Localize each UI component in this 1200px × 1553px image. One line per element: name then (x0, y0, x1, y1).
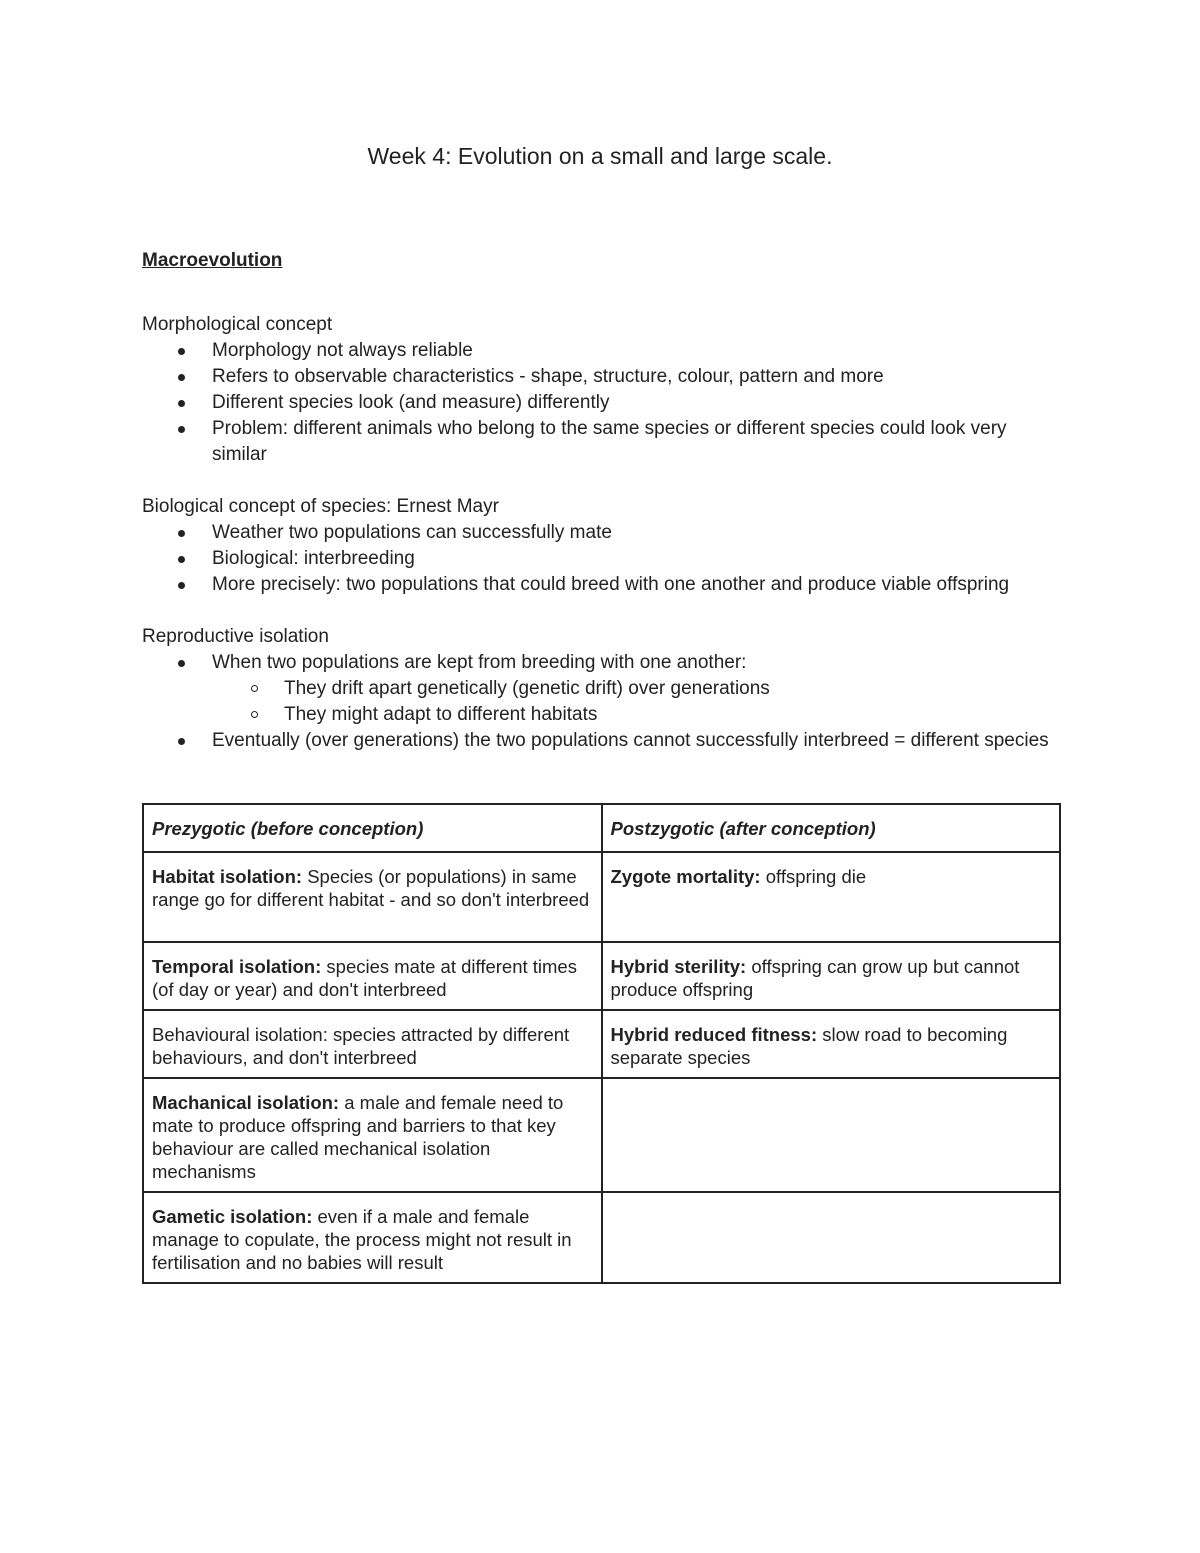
list-item: Morphology not always reliable (212, 338, 1062, 364)
cell-term: Hybrid sterility: (610, 956, 747, 977)
list-item: More precisely: two populations that could breed with one another and produce viable offspring (212, 572, 1062, 598)
section-title: Biological concept of species: Ernest Mayr (142, 496, 499, 517)
biological-section (142, 494, 1062, 598)
morphological-section (142, 312, 1062, 468)
bullet-list (142, 520, 1062, 598)
header-postzygotic: Postzygotic (after conception) (602, 804, 1061, 852)
table-row (143, 1192, 1060, 1283)
cell-text: even if a male and female manage to copulate, the process might not result in fertilisation and no babies will result (152, 1206, 572, 1273)
cell-text: a male and female need to mate to produce offspring and barriers to that key behaviour are called mechanical isolation mechanisms (152, 1092, 564, 1182)
header-prezygotic: Prezygotic (before conception) (143, 804, 602, 852)
table-cell (602, 1010, 1061, 1078)
table-cell (602, 852, 1061, 942)
list-item: Biological: interbreeding (212, 546, 1062, 572)
cell-text: Species (or populations) in same range go for different habitat - and so don't interbreed (152, 866, 590, 910)
section-title: Reproductive isolation (142, 626, 329, 647)
table-cell (143, 1192, 602, 1283)
list-item: Weather two populations can successfully mate (212, 520, 1062, 546)
bullet-list (142, 338, 1062, 468)
cell-term: Temporal isolation: (152, 956, 322, 977)
table-cell (143, 942, 602, 1010)
list-item: Refers to observable characteristics - shape, structure, colour, pattern and more (212, 364, 1062, 390)
cell-term: Habitat isolation: (152, 866, 303, 887)
cell-text: offspring die (760, 866, 867, 887)
section-title: Morphological concept (142, 314, 333, 335)
cell-term: Hybrid reduced fitness: (610, 1024, 818, 1045)
cell-text: offspring can grow up but cannot produce offspring (610, 956, 1020, 1000)
list-item: Different species look (and measure) differently (212, 390, 1062, 416)
cell-text: species mate at different times (of day or year) and don't interbreed (152, 956, 577, 1000)
cell-term: Gametic isolation: (152, 1206, 313, 1227)
isolation-table (142, 803, 1061, 1284)
table-cell (143, 1010, 602, 1078)
list-item-text: When two populations are kept from breeding with one another: (212, 652, 747, 673)
table-header-row (143, 804, 1060, 852)
bullet-list (142, 650, 1062, 754)
cell-text: slow road to becoming separate species (610, 1024, 1008, 1068)
table-cell (602, 1078, 1061, 1192)
reproductive-section (142, 624, 1062, 754)
table-cell (602, 1192, 1061, 1283)
page-title: Week 4: Evolution on a small and large scale. (367, 143, 833, 169)
table-row (143, 852, 1060, 942)
list-item (212, 650, 1062, 728)
list-item: Problem: different animals who belong to the same species or different species could look very similar (212, 416, 1062, 468)
document-body (142, 248, 1062, 780)
cell-text: Behavioural isolation: species attracted by different behaviours, and don't interbreed (152, 1024, 570, 1068)
cell-term: Zygote mortality: (610, 866, 761, 887)
sub-list-item: They might adapt to different habitats (284, 702, 1062, 728)
table-row (143, 942, 1060, 1010)
section-heading: Macroevolution (142, 250, 283, 271)
table-cell (602, 942, 1061, 1010)
cell-term: Machanical isolation: (152, 1092, 340, 1113)
table-row (143, 1078, 1060, 1192)
list-item: Eventually (over generations) the two populations cannot successfully interbreed = different species (212, 728, 1062, 754)
sub-list-item: They drift apart genetically (genetic drift) over generations (284, 676, 1062, 702)
table-cell (143, 852, 602, 942)
sub-bullet-list (212, 676, 1062, 728)
table-row (143, 1010, 1060, 1078)
table-cell (143, 1078, 602, 1192)
